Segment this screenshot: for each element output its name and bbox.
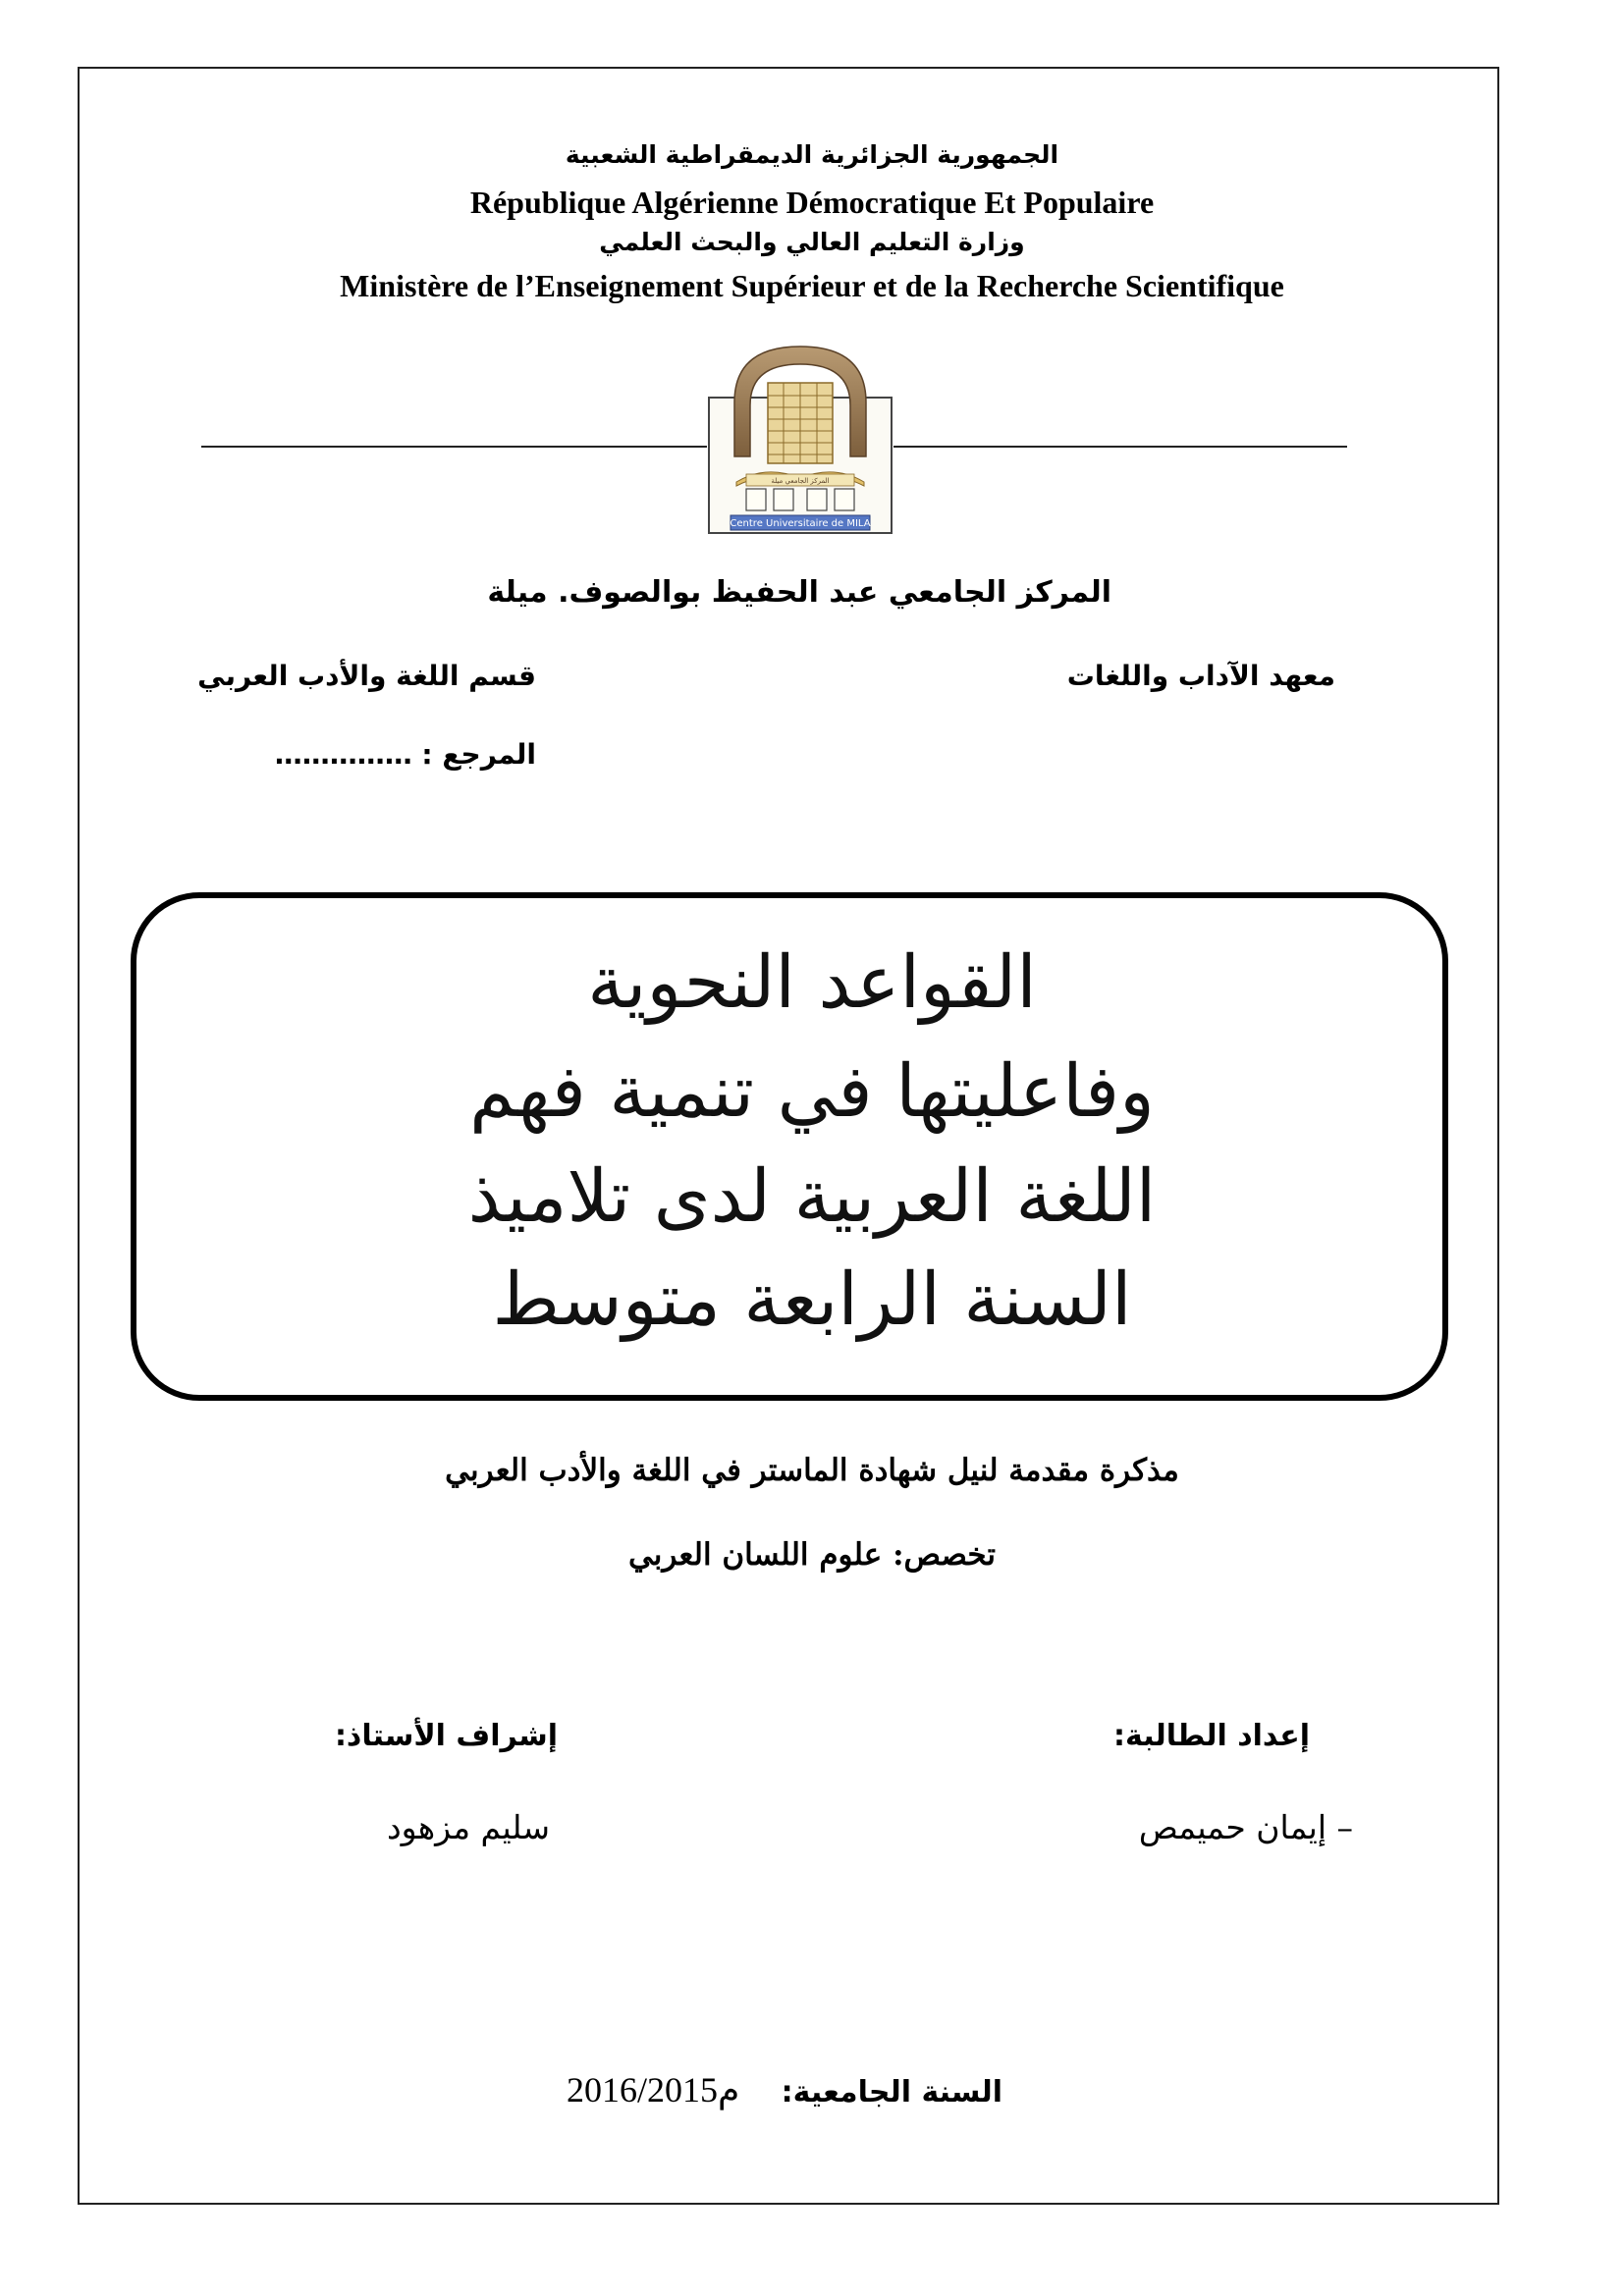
svg-text:المركز الجامعي ميلة: المركز الجامعي ميلة [771,477,830,485]
academic-year-value: 2016/2015م [567,2070,740,2109]
ministry-arabic: وزارة التعليم العالي والبحث العلمي [599,228,1025,256]
thesis-title-line-4: السنة الرابعة متوسط [492,1257,1132,1342]
department-name: قسم اللغة والأدب العربي [197,660,536,692]
supervisor-label: إشراف الأستاذ: [334,1719,558,1753]
thesis-title-line-3: اللغة العربية لدى تلاميذ [467,1154,1157,1239]
thesis-description: مذكرة مقدمة لنيل شهادة الماستر في اللغة والأدب العربي [445,1453,1179,1488]
header-rule-right [893,446,1347,448]
ministry-french: Ministère de l’Enseignement Supérieur et de la Recherche Scientifique [340,268,1284,303]
thesis-title-line-2: وفاعليتها في تنمية فهم [469,1049,1155,1134]
thesis-title-line-1: القواعد النحوية [587,940,1037,1025]
thesis-specialty: تخصص: علوم اللسان العربي [627,1537,997,1573]
student-name: – إيمان حميمص [1138,1808,1353,1846]
svg-text:Centre Universitaire de MILA: Centre Universitaire de MILA [730,518,871,529]
header-rule-left [201,446,707,448]
academic-year-label: السنة الجامعية: [781,2075,1002,2109]
university-logo [707,339,893,535]
republic-french: République Algérienne Démocratique Et Populaire [469,185,1155,220]
institute-name: معهد الآداب واللغات [1066,660,1335,692]
reference-field: المرجع : …………… [274,738,536,771]
student-label: إعداد الطالبة: [1113,1719,1310,1753]
university-center-name: المركز الجامعي عبد الحفيظ بوالصوف. ميلة [487,575,1111,610]
republic-arabic: الجمهورية الجزائرية الديمقراطية الشعبية [565,140,1059,169]
supervisor-name: سليم مزهود [386,1808,550,1846]
